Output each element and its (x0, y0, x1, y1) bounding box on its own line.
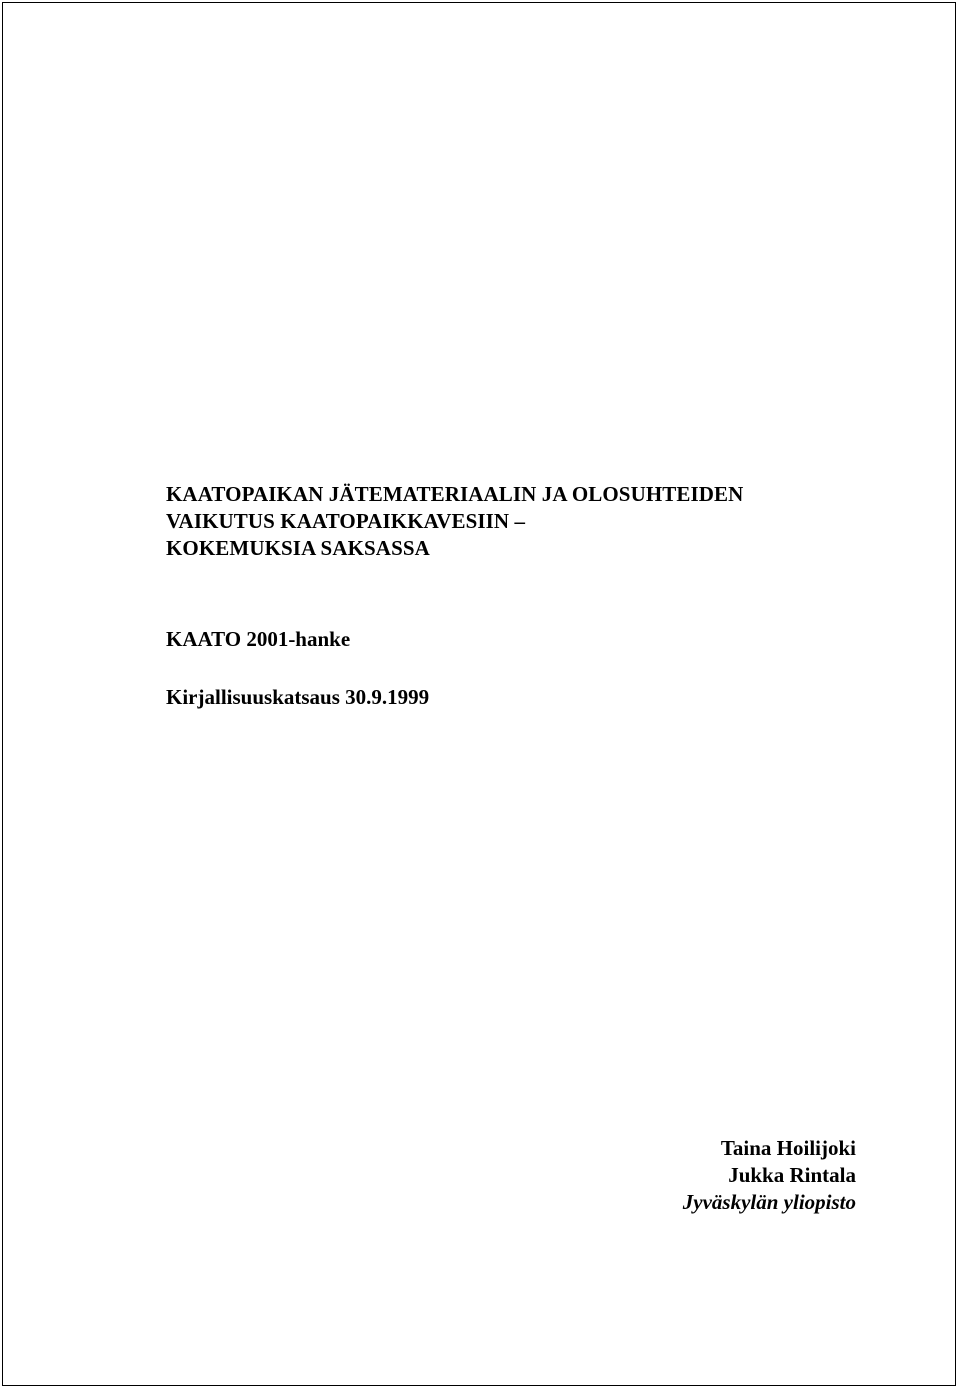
author-2: Jukka Rintala (728, 1163, 856, 1187)
author-1: Taina Hoilijoki (720, 1136, 856, 1160)
authors-block (683, 1135, 856, 1216)
document-title (166, 481, 743, 562)
institution: Jyväskylän yliopisto (682, 1190, 856, 1214)
project-name: KAATO 2001-hanke (166, 627, 351, 651)
title-line-1: KAATOPAIKAN JÄTEMATERIAALIN JA OLOSUHTEIDEN (166, 482, 744, 506)
title-line-2: VAIKUTUS KAATOPAIKKAVESIIN – (166, 509, 526, 533)
review-date: Kirjallisuuskatsaus 30.9.1999 (166, 685, 430, 709)
title-line-3: KOKEMUKSIA SAKSASSA (166, 536, 430, 560)
